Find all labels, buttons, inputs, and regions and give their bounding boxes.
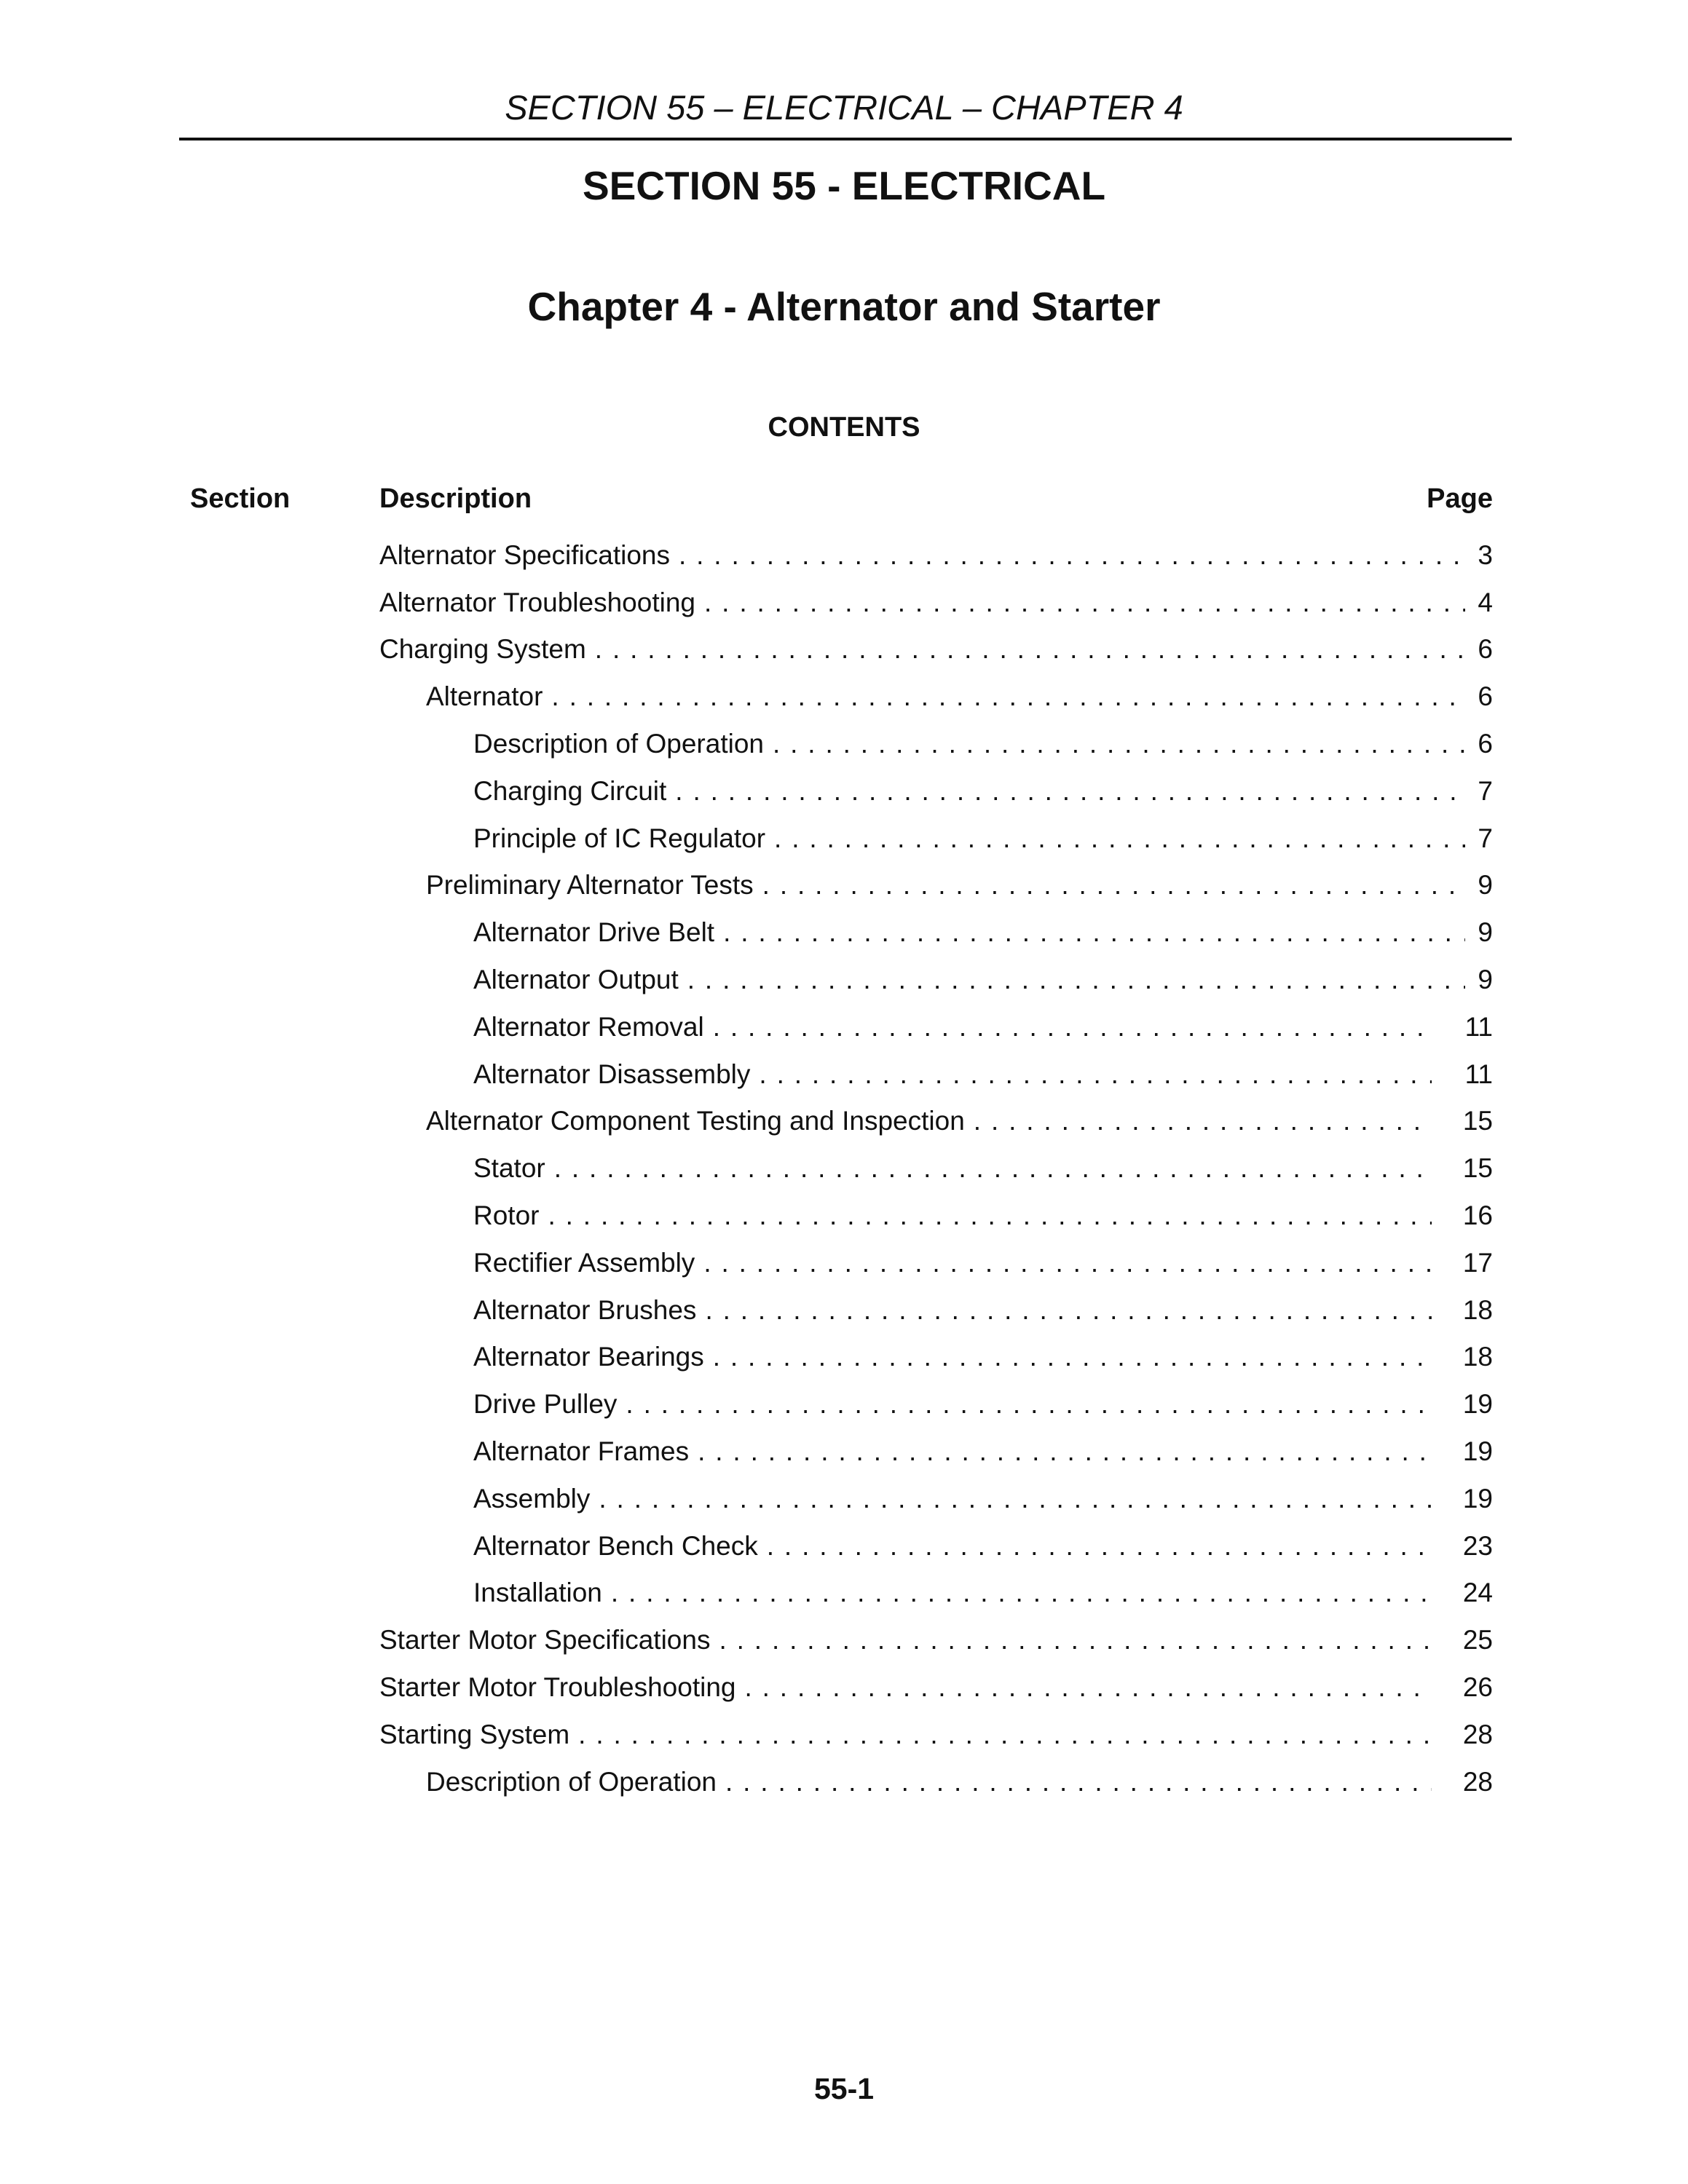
toc-entry[interactable] (379, 574, 1493, 621)
toc-entry-label: Rotor (473, 1200, 540, 1230)
toc-entry[interactable] (379, 1564, 1493, 1612)
running-header: SECTION 55 – ELECTRICAL – CHAPTER 4 (505, 88, 1183, 127)
toc-entry-page: 15 (1462, 1153, 1493, 1184)
toc-entry[interactable] (379, 1517, 1493, 1564)
dot-leader (704, 585, 1465, 621)
toc-entry[interactable] (379, 668, 1493, 715)
toc-entry-page: 9 (1478, 870, 1493, 901)
toc-entry-label: Description of Operation (473, 728, 764, 759)
toc-entry-label: Alternator Specifications (379, 539, 670, 570)
toc-entry-label: Assembly (473, 1483, 591, 1514)
toc-entry[interactable] (379, 1187, 1493, 1234)
toc-entry-page: 23 (1462, 1530, 1493, 1561)
dot-leader (767, 1528, 1432, 1564)
toc-entry[interactable] (379, 1753, 1493, 1800)
toc-entry-page: 7 (1478, 775, 1493, 806)
toc-entry[interactable] (379, 998, 1493, 1045)
toc-entry-label: Charging Circuit (473, 775, 667, 806)
toc-entry-label: Preliminary Alternator Tests (426, 870, 754, 901)
toc-entry-label: Starter Motor Specifications (379, 1625, 711, 1655)
toc-entry[interactable] (379, 1045, 1493, 1093)
toc-entry-page: 9 (1478, 964, 1493, 994)
toc-entry-page: 7 (1478, 823, 1493, 853)
dot-leader (744, 1669, 1432, 1706)
toc-entry-page: 25 (1462, 1625, 1493, 1655)
toc-entry-label: Drive Pulley (473, 1389, 618, 1420)
toc-entry[interactable] (379, 951, 1493, 998)
toc-entry-page: 6 (1478, 728, 1493, 759)
dot-leader (703, 1245, 1432, 1281)
toc-entry-label: Rectifier Assembly (473, 1247, 695, 1278)
toc-entry[interactable] (379, 621, 1493, 668)
toc-entry[interactable] (379, 1470, 1493, 1517)
toc-entry-label: Alternator Frames (473, 1436, 690, 1466)
toc-entry[interactable] (379, 526, 1493, 574)
table-of-contents (379, 526, 1493, 1800)
column-header-page: Page (1427, 483, 1493, 514)
dot-leader (548, 1198, 1432, 1234)
dot-leader (974, 1103, 1432, 1139)
dot-leader (626, 1386, 1432, 1423)
contents-heading: CONTENTS (768, 412, 920, 443)
toc-entry-page: 28 (1462, 1719, 1493, 1749)
toc-entry-page: 4 (1478, 587, 1493, 617)
dot-leader (759, 1056, 1432, 1093)
dot-leader (599, 1481, 1432, 1517)
toc-entry-label: Alternator Troubleshooting (379, 587, 695, 617)
toc-entry[interactable] (379, 903, 1493, 951)
dot-leader (554, 1150, 1432, 1187)
toc-entry-label: Description of Operation (426, 1766, 717, 1797)
toc-entry[interactable] (379, 1375, 1493, 1423)
toc-entry-page: 19 (1462, 1483, 1493, 1514)
toc-entry-page: 6 (1478, 634, 1493, 665)
dot-leader (713, 1009, 1432, 1045)
toc-entry[interactable] (379, 1423, 1493, 1470)
toc-entry[interactable] (379, 857, 1493, 904)
dot-leader (698, 1433, 1432, 1470)
toc-entry-page: 19 (1462, 1436, 1493, 1466)
toc-entry-label: Alternator Brushes (473, 1294, 697, 1325)
column-header-section: Section (190, 483, 291, 514)
toc-entry-page: 19 (1462, 1389, 1493, 1420)
dot-leader (762, 867, 1465, 903)
toc-entry-page: 11 (1464, 1059, 1493, 1089)
dot-leader (551, 678, 1465, 715)
toc-entry-page: 24 (1462, 1578, 1493, 1608)
toc-entry[interactable] (379, 1234, 1493, 1281)
toc-entry-page: 11 (1464, 1011, 1493, 1042)
toc-entry-page: 3 (1478, 539, 1493, 570)
dot-leader (719, 1622, 1432, 1658)
toc-entry-label: Starting System (379, 1719, 570, 1749)
toc-entry[interactable] (379, 1281, 1493, 1329)
dot-leader (725, 1764, 1432, 1800)
toc-entry[interactable] (379, 1611, 1493, 1658)
toc-entry-label: Alternator (426, 681, 543, 712)
page-number: 55-1 (813, 2072, 875, 2105)
toc-entry-label: Alternator Drive Belt (473, 917, 715, 948)
dot-leader (705, 1292, 1432, 1329)
dot-leader (679, 537, 1465, 574)
toc-entry-label: Alternator Component Testing and Inspection (426, 1106, 965, 1136)
dot-leader (723, 914, 1465, 951)
toc-entry-label: Alternator Removal (473, 1011, 704, 1042)
toc-entry-page: 18 (1462, 1294, 1493, 1325)
dot-leader (687, 962, 1465, 998)
chapter-title: Chapter 4 - Alternator and Starter (527, 284, 1161, 329)
header-rule (179, 138, 1512, 141)
dot-leader (578, 1717, 1432, 1753)
dot-leader (713, 1339, 1432, 1375)
toc-entry-page: 15 (1462, 1106, 1493, 1136)
toc-entry-label: Alternator Bearings (473, 1342, 704, 1372)
toc-entry-label: Alternator Output (473, 964, 679, 994)
toc-entry[interactable] (379, 1329, 1493, 1376)
toc-entry[interactable] (379, 715, 1493, 762)
toc-entry-label: Installation (473, 1578, 602, 1608)
toc-entry-page: 18 (1462, 1342, 1493, 1372)
toc-entry-page: 28 (1462, 1766, 1493, 1797)
toc-entry-label: Charging System (379, 634, 586, 665)
toc-entry-page: 17 (1462, 1247, 1493, 1278)
toc-entry[interactable] (379, 810, 1493, 857)
toc-entry-page: 9 (1478, 917, 1493, 948)
toc-entry-label: Starter Motor Troubleshooting (379, 1671, 736, 1702)
toc-entry-page: 16 (1462, 1200, 1493, 1230)
toc-entry-label: Stator (473, 1153, 545, 1184)
toc-entry-label: Principle of IC Regulator (473, 823, 766, 853)
column-header-description: Description (379, 483, 532, 514)
toc-entry[interactable] (379, 1139, 1493, 1187)
dot-leader (595, 631, 1465, 668)
toc-entry[interactable] (379, 1093, 1493, 1140)
dot-leader (774, 820, 1465, 857)
dot-leader (773, 726, 1465, 762)
dot-leader (611, 1575, 1432, 1611)
toc-entry[interactable] (379, 1706, 1493, 1753)
section-title: SECTION 55 - ELECTRICAL (582, 163, 1106, 208)
toc-entry-label: Alternator Disassembly (473, 1059, 751, 1089)
toc-entry-label: Alternator Bench Check (473, 1530, 758, 1561)
toc-entry[interactable] (379, 1658, 1493, 1706)
toc-entry[interactable] (379, 762, 1493, 810)
toc-entry-page: 26 (1462, 1671, 1493, 1702)
toc-entry-page: 6 (1478, 681, 1493, 712)
dot-leader (675, 773, 1465, 810)
